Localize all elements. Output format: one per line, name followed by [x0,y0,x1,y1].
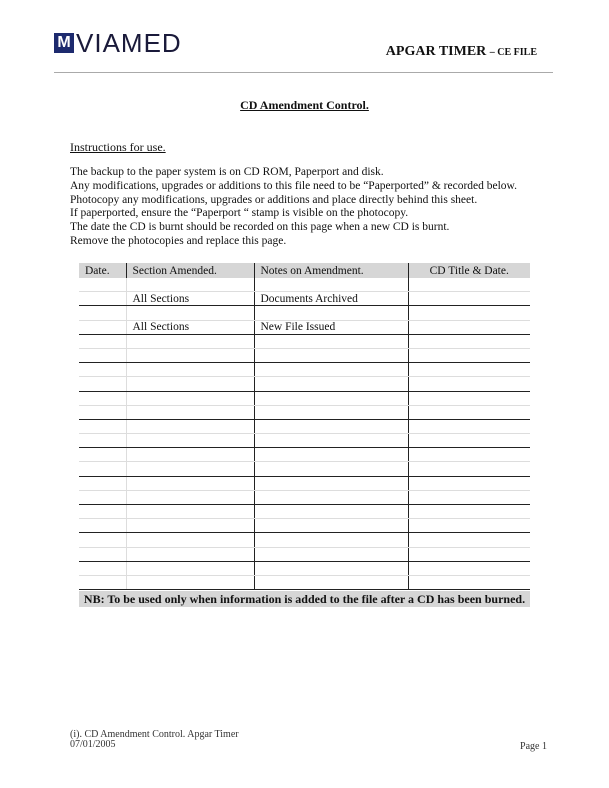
table-row [79,419,530,433]
table-cell [254,476,408,490]
instruction-line: The backup to the paper system is on CD ROM, Paperport and disk. [70,166,384,178]
table-row [79,434,530,448]
table-cell [126,377,254,391]
table-cell [126,448,254,462]
table-row [79,490,530,504]
table-cell [126,334,254,348]
instruction-line: Any modifications, upgrades or additions to this file need to be “Paperported” & recorded below. [70,179,517,192]
column-header-date: Date. [79,263,126,278]
table-cell [254,490,408,504]
table-cell [254,547,408,561]
header-divider [54,72,553,73]
table-cell [408,306,530,320]
page-number: Page 1 [520,741,547,752]
instructions-text [70,166,517,249]
table-row [79,320,530,334]
table-cell [79,292,126,306]
table-cell [79,334,126,348]
table-row [79,575,530,589]
table-row [79,547,530,561]
table-cell [408,519,530,533]
table-cell [254,334,408,348]
table-cell [79,490,126,504]
table-cell [126,476,254,490]
table-cell [79,320,126,334]
table-cell [254,448,408,462]
header-title-text: APGAR TIMER [385,44,487,59]
table-cell [408,505,530,519]
table-cell [126,391,254,405]
table-cell [408,533,530,547]
document-title: CD Amendment Control. [240,98,369,112]
footer-line: (i). CD Amendment Control. Apgar Timer [70,729,239,740]
table-row [79,391,530,405]
table-row [79,278,530,292]
table-cell [126,434,254,448]
table-cell [408,405,530,419]
logo-mark: M [54,33,74,53]
table-cell [254,391,408,405]
table-cell [126,363,254,377]
table-cell [79,519,126,533]
table-cell [254,434,408,448]
table-cell: All Sections [126,292,254,306]
table-row [79,377,530,391]
table-cell [126,561,254,575]
table-row [79,292,530,306]
table-cell [254,575,408,589]
table-cell [79,278,126,292]
table-cell [79,547,126,561]
column-header-cd-title: CD Title & Date. [408,263,530,278]
header-title [386,44,537,60]
table-cell [79,377,126,391]
table-cell [254,505,408,519]
table-cell [254,419,408,433]
table-cell [254,533,408,547]
table-cell [79,306,126,320]
table-cell [254,348,408,362]
table-cell [408,419,530,433]
table-cell [408,575,530,589]
table-row [79,505,530,519]
table-cell [79,476,126,490]
table-row [79,334,530,348]
table-cell [254,561,408,575]
table-cell [126,490,254,504]
table-row [79,405,530,419]
footer-date: 07/01/2005 [70,739,116,750]
table-cell: New File Issued [254,320,408,334]
table-row [79,462,530,476]
footer-text [70,730,239,750]
logo-text: VIAMED [76,28,182,58]
table-cell [79,363,126,377]
table-cell [126,278,254,292]
table-cell [408,334,530,348]
table-cell [408,490,530,504]
table-cell [408,476,530,490]
table-cell [408,391,530,405]
note-banner: NB: To be used only when information is added to the file after a CD has been burned. [79,591,530,607]
table-cell [254,405,408,419]
table-cell [79,348,126,362]
table-cell [408,348,530,362]
table-cell [408,278,530,292]
table-cell [254,462,408,476]
table-cell [126,348,254,362]
table-cell [126,519,254,533]
instruction-line: The date the CD is burnt should be recorded on this page when a new CD is burnt. [70,221,450,234]
table-cell: Documents Archived [254,292,408,306]
table-cell [79,533,126,547]
table-cell [79,405,126,419]
column-header-section: Section Amended. [126,263,254,278]
table-cell [408,561,530,575]
table-cell [408,292,530,306]
instructions-heading: Instructions for use. [70,140,166,154]
amendment-table [79,263,530,590]
table-row [79,363,530,377]
table-cell: All Sections [126,320,254,334]
table-row [79,561,530,575]
table-cell [79,462,126,476]
table-cell [408,448,530,462]
table-cell [79,505,126,519]
table-cell [79,575,126,589]
column-header-notes: Notes on Amendment. [254,263,408,278]
header-subtitle: – CE FILE [489,47,537,58]
table-row [79,306,530,320]
table-cell [254,278,408,292]
table-cell [126,462,254,476]
table-row [79,533,530,547]
instruction-line: Remove the photocopies and replace this page. [70,234,287,247]
table-cell [254,377,408,391]
table-row [79,448,530,462]
table-cell [126,505,254,519]
table-cell [254,363,408,377]
table-row [79,476,530,490]
table-cell [126,306,254,320]
table-cell [254,519,408,533]
table-row [79,519,530,533]
table-cell [408,462,530,476]
table-row [79,348,530,362]
table-cell [79,391,126,405]
table-cell [126,575,254,589]
table-cell [79,434,126,448]
table-cell [79,419,126,433]
table-cell [254,306,408,320]
table-cell [408,547,530,561]
table-cell [408,377,530,391]
table-cell [79,448,126,462]
table-header-row [79,263,530,278]
table-cell [126,419,254,433]
viamed-logo [54,28,182,58]
table-cell [126,533,254,547]
instruction-line: If paperported, ensure the “Paperport “ stamp is visible on the photocopy. [70,207,409,220]
table-cell [79,561,126,575]
table-cell [408,434,530,448]
table-cell [408,363,530,377]
table-cell [408,320,530,334]
table-cell [126,547,254,561]
instruction-line: Photocopy any modifications, upgrades or additions and place directly behind this sheet. [70,193,478,206]
table-cell [126,405,254,419]
